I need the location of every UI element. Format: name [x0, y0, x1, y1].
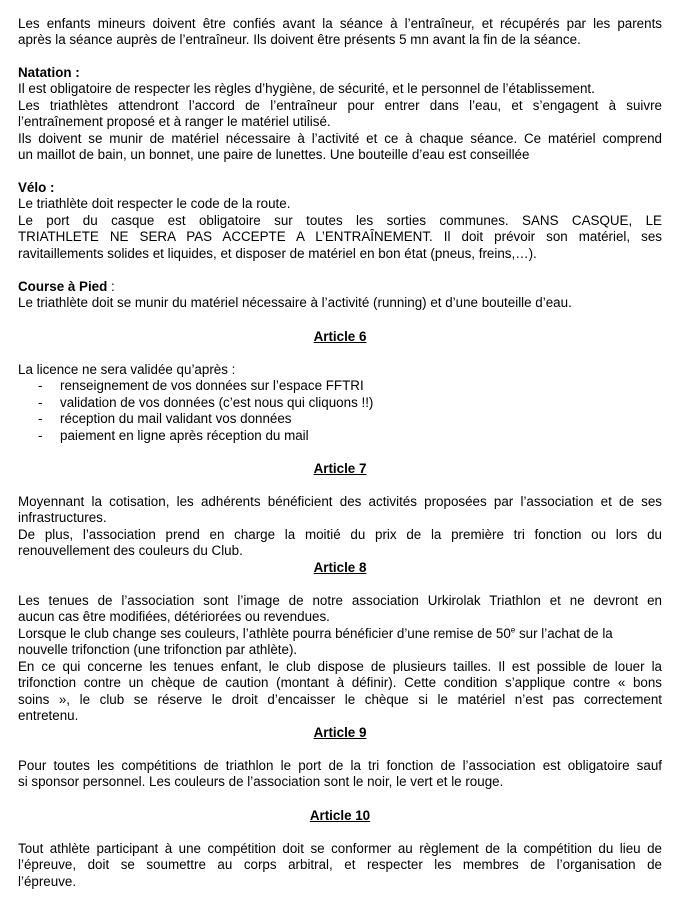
list-item: [38, 428, 638, 444]
article-10-line-2: l’épreuve, doit se soumettre au corps arbitral, et respecter les membres de l’organisation de: [18, 857, 662, 872]
course-line-1: Le triathlète doit se munir du matériel nécessaire à l’activité (running) et d’une bouteille d’eau.: [18, 295, 572, 310]
article-9-line-2: si sponsor personnel. Les couleurs de l’association sont le noir, le vert et le rouge.: [18, 774, 504, 789]
bullet-dash: -: [38, 378, 43, 393]
velo-line-2: Le port du casque est obligatoire sur toutes les sorties communes. SANS CASQUE, LE: [18, 213, 662, 228]
natation-line-5: un maillot de bain, un bonnet, une paire de lunettes. Une bouteille d’eau est conseillée: [18, 147, 530, 162]
article-8-line-7: soins », le club se réserve le droit d’encaisser le chèque si le matériel n’est pas correctement: [18, 692, 662, 707]
natation-line-3: l’entraînement proposé et à ranger le matériel utilisé.: [18, 114, 331, 129]
article-8-line-3-b: sur l’achat de la: [515, 626, 613, 641]
article-9-line-1: Pour toutes les compétitions de triathlon le port de la tri fonction de l’association est obligatoire sauf: [18, 758, 662, 773]
natation-title: Natation :: [18, 65, 80, 80]
intro-line-1: Les enfants mineurs doivent être confiés avant la séance à l’entraîneur, et récupérés par les parents: [18, 16, 662, 31]
list-item-text: réception du mail validant vos données: [60, 411, 292, 426]
velo-line-4: ravitaillements solides et liquides, et disposer de matériel en bon état (pneus, freins,…).: [18, 246, 537, 261]
velo-line-1: Le triathlète doit respecter le code de la route.: [18, 196, 291, 211]
article-10-heading: Article 10: [309, 808, 371, 823]
article-8-heading: Article 8: [313, 560, 367, 575]
velo-title: Vélo :: [18, 180, 55, 195]
article-7-line-1: Moyennant la cotisation, les adhérents bénéficient des activités proposées par l’association et de ses: [18, 494, 662, 509]
article-8-line-4: nouvelle trifonction (une trifonction par athlète).: [18, 642, 298, 657]
ordinal-suffix: e: [510, 626, 516, 635]
natation-line-4: Ils doivent se munir de matériel nécessaire à l’activité et ce à chaque séance. Ce matériel comprend: [18, 131, 662, 146]
bullet-dash: -: [38, 395, 43, 410]
intro-line-2: après la séance auprès de l’entraîneur. Ils doivent être présents 5 mn avant la fin de la séance.: [18, 32, 581, 47]
article-8-line-8: entretenu.: [18, 708, 79, 723]
natation-line-1: Il est obligatoire de respecter les règles d’hygiène, de sécurité, et le personnel de l’établissement.: [18, 81, 595, 96]
natation-line-2: Les triathlètes attendront l’accord de l’entraîneur pour entrer dans l’eau, et s’engagent à suivre: [18, 98, 662, 113]
course-title: Course à Pied: [18, 279, 108, 294]
article-7-heading: Article 7: [313, 461, 367, 476]
article-8-line-3-a: Lorsque le club change ses couleurs, l’athlète pourra bénéficier d’une remise de 50: [18, 626, 511, 641]
list-item: [38, 378, 638, 394]
article-8-line-2: aucun cas être modifiées, détériorées ou revendues.: [18, 609, 330, 624]
article-6-intro: La licence ne sera validée qu’après :: [18, 362, 236, 377]
course-title-suffix: :: [107, 279, 115, 294]
article-8-line-5: En ce qui concerne les tenues enfant, le club dispose de plusieurs tailles. Il est possible de louer la: [18, 659, 662, 674]
article-10-line-3: l’épreuve.: [18, 874, 77, 889]
list-item: [38, 395, 638, 411]
velo-line-3: TRIATHLETE NE SERA PAS ACCEPTE A L’ENTRAÎNEMENT. Il doit prévoir son matériel, ses: [18, 229, 662, 244]
bullet-dash: -: [38, 411, 43, 426]
article-7-line-3: De plus, l’association prend en charge la moitié du prix de la première tri fonction ou lors du: [18, 527, 662, 542]
article-8-line-6: trifonction contre un chèque de caution (montant à définir). Cette condition s’applique contre « bons: [18, 675, 662, 690]
article-8-line-3: [18, 626, 662, 642]
article-9-heading: Article 9: [313, 725, 367, 740]
list-item: [38, 411, 638, 427]
bullet-dash: -: [38, 428, 43, 443]
article-8-line-1: Les tenues de l’association sont l’image de notre association Urkirolak Triathlon et ne devront en: [18, 593, 662, 608]
list-item-text: renseignement de vos données sur l’espace FFTRI: [60, 378, 364, 393]
article-6-heading: Article 6: [313, 329, 367, 344]
course-title-line: [18, 279, 662, 295]
article-10-line-1: Tout athlète participant à une compétition doit se conformer au règlement de la compétition du lieu de: [18, 841, 662, 856]
list-item-text: validation de vos données (c’est nous qui cliquons !!): [60, 395, 374, 410]
article-7-line-2: infrastructures.: [18, 510, 107, 525]
article-7-line-4: renouvellement des couleurs du Club.: [18, 543, 243, 558]
list-item-text: paiement en ligne après réception du mail: [60, 428, 309, 443]
